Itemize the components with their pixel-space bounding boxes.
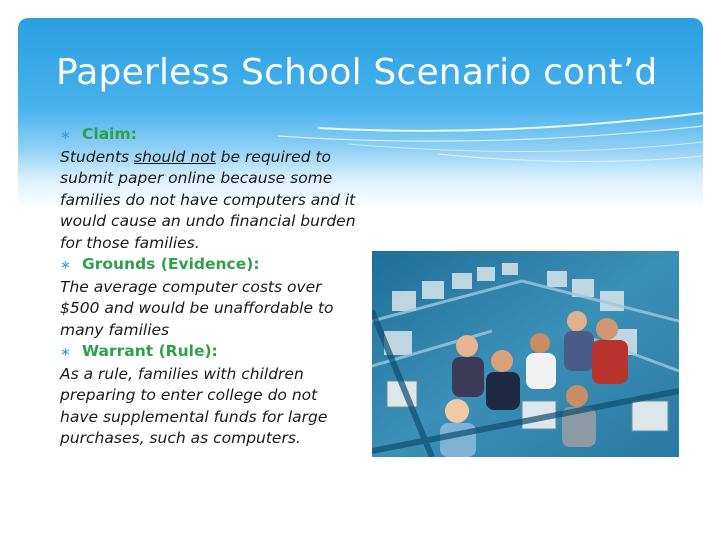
bullet-icon: ∗	[60, 258, 71, 273]
claim-emphasis: should not	[134, 147, 216, 166]
warrant-heading: Warrant (Rule):	[82, 342, 218, 360]
photo-illustration	[372, 251, 679, 457]
claim-text: Students should not be required to submit paper online because some families do not have computers and it would cause an undo financial burden for those families.	[60, 147, 356, 252]
computer-lab-photo	[372, 251, 679, 457]
warrant-bullet	[60, 341, 360, 364]
slide-body	[60, 124, 360, 450]
bullet-icon: ∗	[60, 345, 71, 360]
bullet-icon: ∗	[60, 128, 71, 143]
grounds-text: The average computer costs over $500 and would be unaffordable to many families	[60, 277, 334, 339]
claim-bullet	[60, 124, 360, 147]
claim-heading: Claim:	[82, 125, 137, 143]
grounds-bullet	[60, 254, 360, 277]
warrant-text: As a rule, families with children preparing to enter college do not have supplemental funds for large purchases, such as computers.	[60, 364, 328, 447]
grounds-heading: Grounds (Evidence):	[82, 255, 260, 273]
slide-title: Paperless School Scenario cont’d	[56, 52, 658, 93]
